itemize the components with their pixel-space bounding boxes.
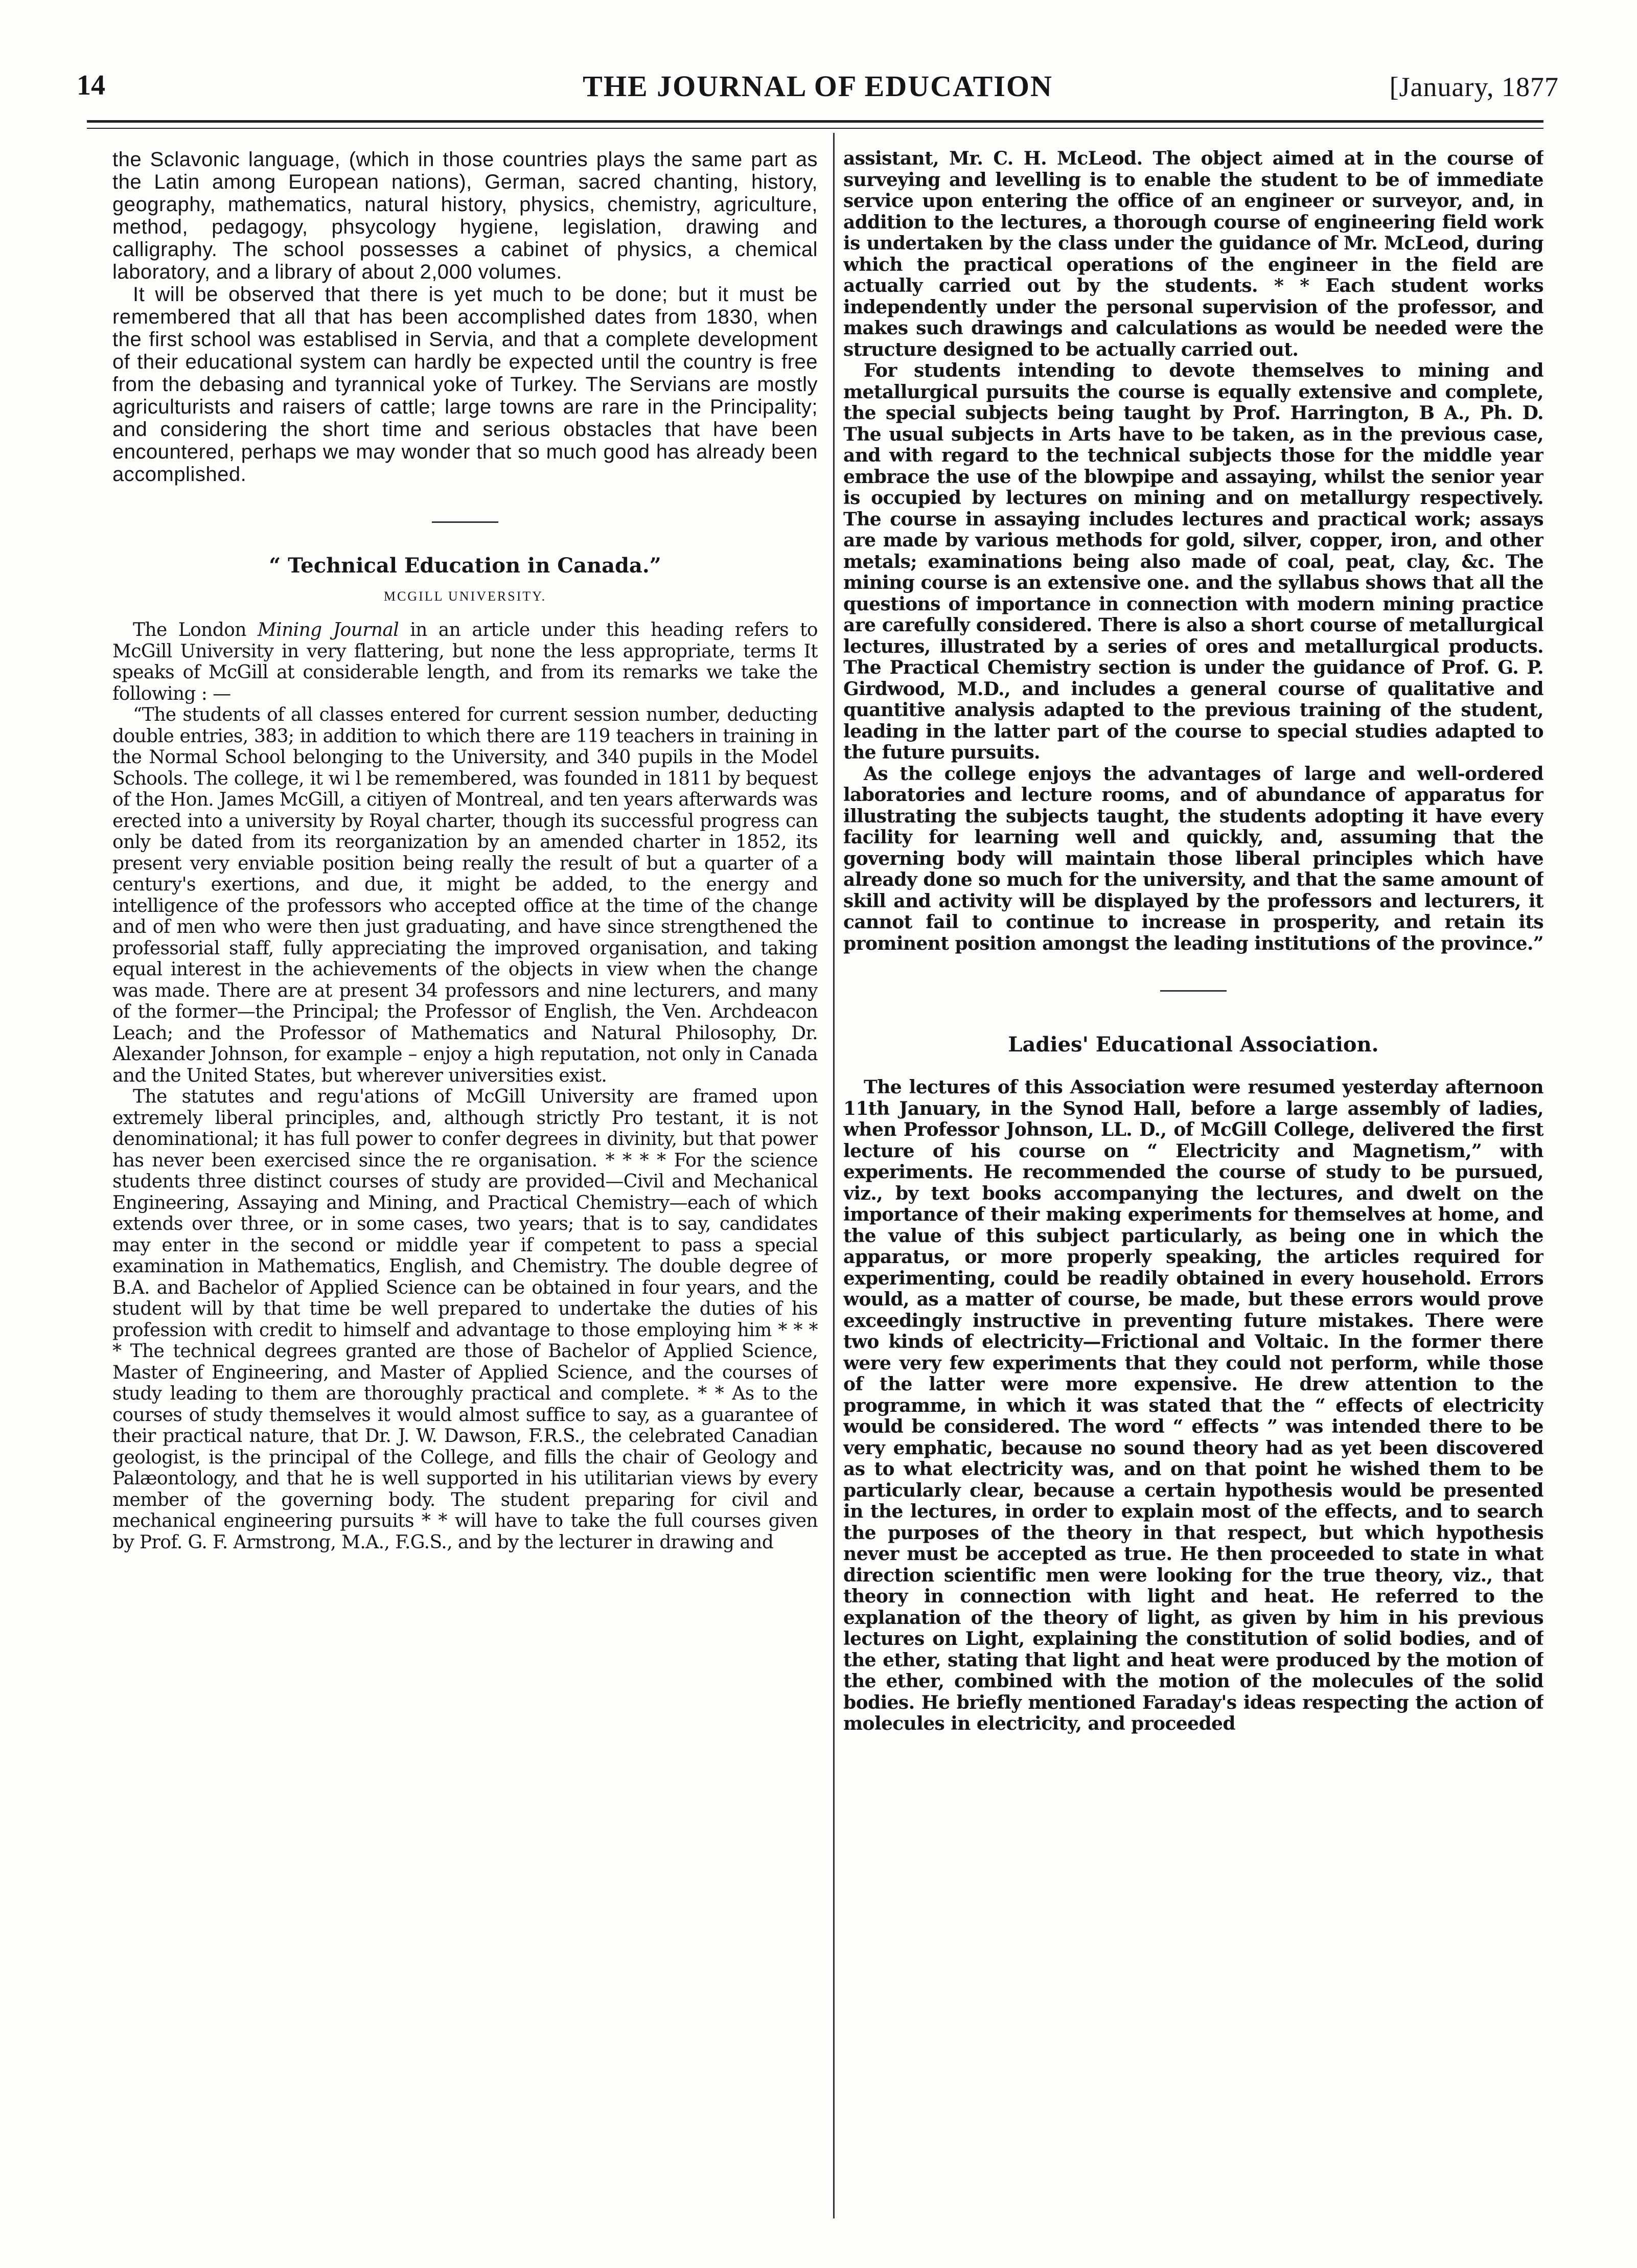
header-rule-thin xyxy=(87,128,1543,129)
servia-paragraph-1: the Sclavonic language, (which in those countries plays the same part as the Latin among European nations), German, sacred chanting, history, geography, mathematics, natural history, physics, chemistry, agriculture, method, pedagogy, phsycology hygiene, legislation, drawing and calligraphy. The school possesses a cabinet of physics, a chemical laboratory, and a library of about 2,000 volumes. xyxy=(112,148,818,283)
ladies-paragraph: The lectures of this Association were resumed yesterday afternoon 11th January, in the Synod Hall, before a large assembly of ladies, when Professor Johnson, LL. D., of McGill College, delivered the first lecture of his course on “ Electricity and Magnetism,” with experiments. He recommended the course of study to be pursued, viz., by text books accompanying the lectures, and dwelt on the importance of their making experiments for themselves at home, and the value of this subject particularly, as being one in which the apparatus, or more properly speaking, the articles required for experimenting, could be readily obtained in every household. Errors would, as a matter of course, be made, but these errors would prove exceedingly instructive in preventing future mistakes. There were two kinds of electricity—Frictional and Voltaic. In the former there were very few experiments that they could not perform, while those of the latter were more expensive. He drew attention to the programme, in which it was stated that the “ effects of electricity would be considered. The word “ effects ” was intended there to be very emphatic, because no sound theory had as yet been discovered as to what electricity was, and on that point he wished them to be particularly clear, because a certain hypothesis would be presented in the lectures, in order to explain most of the effects, and to search the purposes of the theory in that respect, but which hypothesis never must be accepted as true. He then proceeded to state in what direction scientific men were looking for the true theory, viz., that theory in connection with light and heat. He referred to the explanation of the theory of light, as given by him in his previous lectures on Light, explaining the constitution of solid bodies, and of the ether, stating that light and heat were produced by the motion of the ether, combined with the motion of the molecules of the solid bodies. He briefly mentioned Faraday's ideas respecting the action of molecules in electricity, and proceeded xyxy=(843,1076,1543,1734)
journal-title: THE JOURNAL OF EDUCATION xyxy=(583,70,1053,103)
column-divider xyxy=(833,133,835,2218)
page-number: 14 xyxy=(77,70,105,101)
issue-date: [January, 1877 xyxy=(1389,72,1559,102)
ladies-article-title: Ladies' Educational Association. xyxy=(1008,1033,1379,1057)
publication-name: Mining Journal xyxy=(257,620,399,640)
continuation-paragraph-3: As the college enjoys the advantages of large and well-ordered laboratories and lecture rooms, and of abundance of apparatus for illustrating the subjects taught, the students adopting it have every facility for learning well and quickly, and, assuming that the governing body will maintain those liberal principles which have already done so much for the university, and that the same amount of skill and activity will be displayed by the professors and lecturers, it cannot fail to continue to increase in prosperity, and retain its prominent position amongst the leading institutions of the province.” xyxy=(843,763,1543,954)
left-column xyxy=(112,148,818,2229)
article-intro: The London Mining Journal in an article under this heading refers to McGill University in very flattering, but none the less appropriate, terms It speaks of McGill at considerable length, and from its remarks we take the following : — xyxy=(112,620,818,704)
continuation-paragraph-2: For students intending to devote themselves to mining and metallurgical pursuits the course is equally extensive and complete, the special subjects being taught by Prof. Harrington, B A., Ph. D. The usual subjects in Arts have to be taken, as in the previous case, and with regard to the technical subjects those for the middle year embrace the use of the blowpipe and assaying, whilst the senior year is occupied by lectures on mining and on metallurgy respectively. The course in assaying includes lectures and practical work; assays are made by various methods for gold, silver, copper, iron, and other metals; examinations being also made of coal, peat, clay, &c. The mining course is an extensive one. and the syllabus shows that all the questions of importance in connection with modern mining practice are carefully considered. There is also a short course of metallurgical lectures, illustrated by a series of ores and metallurgical products. The Practical Chemistry section is under the guidance of Prof. G. P. Girdwood, M.D., and includes a general course of qualitative and quantitive analysis adapted to the previous training of the student, leading in the latter part of the course to special studies adapted to the future pursuits. xyxy=(843,360,1543,763)
servia-paragraph-2: It will be observed that there is yet much to be done; but it must be remembered that all that has been accomplished dates from 1830, when the first school was establised in Servia, and that a complete development of their educational system can hardly be expected until the country is free from the debasing and tyrannical yoke of Turkey. The Servians are mostly agriculturists and raisers of cattle; large towns are rare in the Principality; and considering the short time and serious obstacles that have been encountered, perhaps we may wonder that so much good has already been accomplished. xyxy=(112,283,818,486)
header-rule xyxy=(87,120,1543,123)
continuation-paragraph-1: assistant, Mr. C. H. McLeod. The object aimed at in the course of surveying and levelling is to enable the student to be of immediate service upon entering the office of an engineer or surveyor, and, in addition to the lectures, a thorough course of engineering field work is undertaken by the class under the guidance of Mr. McLeod, during which the practical operations of the engineer in the field are actually carried out by the students. * * Each student works independently under the personal supervision of the professor, and makes such drawings and calculations as would be needed were the structure designed to be actually carried out. xyxy=(843,148,1543,360)
quote-paragraph-2: The statutes and regu'ations of McGill University are framed upon extremely liberal principles, and, although strictly Pro testant, it is not denominational; it has full power to confer degrees in divinity, but that power has never been exercised since the re organisation. * * * * For the science students three distinct courses of study are provided—Civil and Mechanical Engineering, Assaying and Mining, and Practical Chemistry—each of which extends over three, or in some cases, two years; that is to say, candidates may enter in the second or middle year if competent to pass a special examination in Mathematics, English, and Chemistry. The double degree of B.A. and Bachelor of Applied Science can be obtained in four years, and the student will by that time be well prepared to undertake the duties of his profession with credit to himself and advantage to those employing him * * * * The technical degrees granted are those of Bachelor of Applied Science, Master of Engineering, and Master of Applied Science, and the courses of study leading to them are thoroughly practical and complete. * * As to the courses of study themselves it would almost suffice to say, as a guarantee of their practical nature, that Dr. J. W. Dawson, F.R.S., the celebrated Canadian geologist, is the principal of the College, and fills the chair of Geology and Palæontology, and that he is well supported in his utilitarian views by every member of the governing body. The student preparing for civil and mechanical engineering pursuits * * will have to take the full courses given by Prof. G. F. Armstrong, M.A., F.G.S., and by the lecturer in drawing and xyxy=(112,1086,818,1553)
page-header xyxy=(77,64,1559,120)
article-title: “ Technical Education in Canada.” xyxy=(269,554,661,578)
quote-paragraph-1: “The students of all classes entered for current session number, deducting double entries, 383; in addition to which there are 119 teachers in training in the Normal School belonging to the University, and 340 pupils in the Model Schools. The college, it wi l be remembered, was founded in 1811 by bequest of the Hon. James McGill, a citiyen of Montreal, and ten years afterwards was erected into a university by Royal charter, though its successful progress can only be dated from its reorganization by an amended charter in 1852, its present very enviable position being really the result of but a quarter of a century's exertions, and due, it might be added, to the energy and intelligence of the professors who accepted office at the time of the change and of men who were then just graduating, and have since strengthened the professorial staff, fully appreciating the improved organisation, and taking equal interest in the achievements of the objects in view when the change was made. There are at present 34 professors and nine lecturers, and many of the former—the Principal; the Professor of English, the Ven. Archdeacon Leach; and the Professor of Mathematics and Natural Philosophy, Dr. Alexander Johnson, for example – enjoy a high reputation, not only in Canada and the United States, but wherever universities exist. xyxy=(112,704,818,1086)
right-column xyxy=(843,148,1543,2229)
article-subtitle: MCGILL UNIVERSITY. xyxy=(383,589,547,604)
